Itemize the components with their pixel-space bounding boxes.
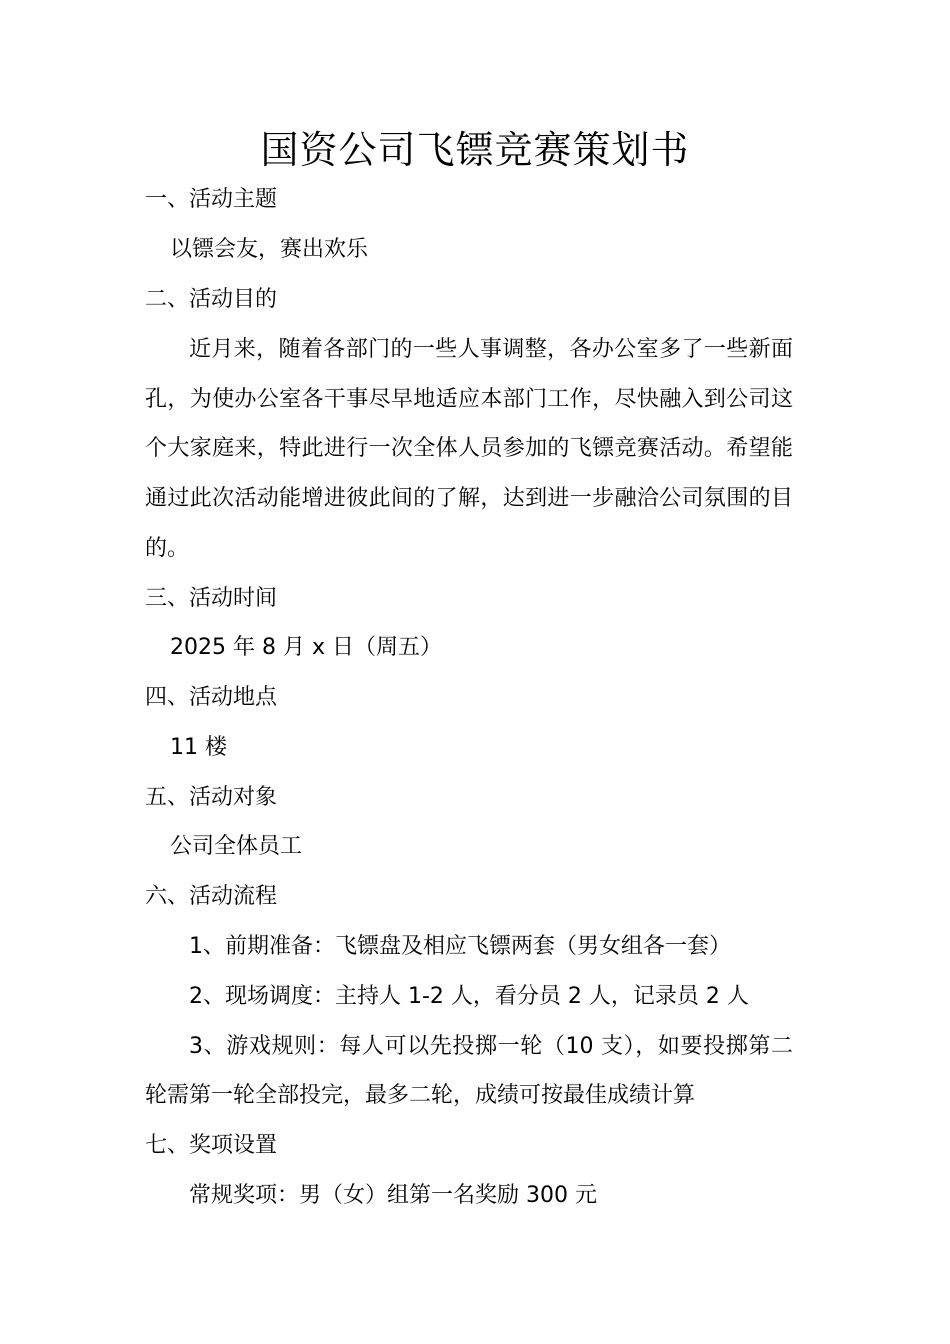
process-item-staffing: 2、现场调度：主持人 1-2 人，看分员 2 人，记录员 2 人 — [189, 984, 749, 1009]
section-heading-time: 三、活动时间 — [145, 586, 278, 611]
event-location: 11 楼 — [170, 735, 227, 760]
event-participants: 公司全体员工 — [170, 834, 303, 859]
theme-text: 以镖会友，赛出欢乐 — [170, 237, 369, 262]
section-heading-awards: 七、奖项设置 — [145, 1133, 278, 1158]
section-heading-theme: 一、活动主题 — [145, 187, 278, 212]
purpose-line-4: 通过此次活动能增进彼此间的了解，达到进一步融洽公司氛围的目 — [145, 486, 793, 511]
process-item-rules-line-2: 轮需第一轮全部投完，最多二轮，成绩可按最佳成绩计算 — [145, 1083, 696, 1108]
process-item-rules-line-1: 3、游戏规则：每人可以先投掷一轮（10 支），如要投掷第二 — [189, 1034, 793, 1059]
process-item-preparation: 1、前期准备：飞镖盘及相应飞镖两套（男女组各一套） — [189, 934, 731, 959]
event-date: 2025 年 8 月 x 日（周五） — [170, 635, 442, 660]
award-regular: 常规奖项：男（女）组第一名奖励 300 元 — [189, 1183, 597, 1208]
section-heading-purpose: 二、活动目的 — [145, 287, 278, 312]
section-heading-process: 六、活动流程 — [145, 884, 278, 909]
document-title: 国资公司飞镖竞赛策划书 — [260, 128, 690, 172]
purpose-line-5: 的。 — [145, 536, 190, 561]
section-heading-location: 四、活动地点 — [145, 685, 278, 710]
purpose-line-2: 孔，为使办公室各干事尽早地适应本部门工作，尽快融入到公司这 — [145, 387, 793, 412]
section-heading-participants: 五、活动对象 — [145, 785, 278, 810]
purpose-line-3: 个大家庭来，特此进行一次全体人员参加的飞镖竞赛活动。希望能 — [145, 436, 793, 461]
purpose-line-1: 近月来，随着各部门的一些人事调整，各办公室多了一些新面 — [189, 337, 793, 362]
